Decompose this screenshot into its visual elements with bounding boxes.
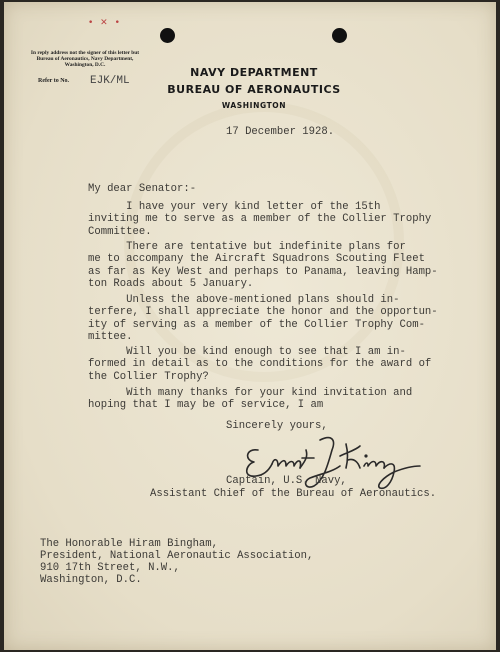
- letterhead-department: NAVY DEPARTMENT: [190, 66, 318, 79]
- corner-marks: • ✕ •: [88, 18, 122, 28]
- salutation: My dear Senator:-: [88, 183, 197, 195]
- punch-hole-right: [332, 28, 347, 43]
- paragraph-1: I have your very kind letter of the 15th inviting me to serve as a member of the Collier Trophy Committee.: [88, 201, 432, 238]
- letterhead-city: WASHINGTON: [221, 101, 287, 110]
- paragraph-5: With many thanks for your kind invitation and hoping that I may be of service, I am: [88, 387, 413, 412]
- punch-hole-left: [160, 28, 175, 43]
- address-note: In reply address not the signer of this letter but Bureau of Aeronautics, Navy Department, Washington, D.C.: [30, 50, 140, 69]
- signer-title-2: Assistant Chief of the Bureau of Aeronautics.: [150, 488, 437, 500]
- paragraph-3: Unless the above-mentioned plans should in- terfere, I shall appreciate the honor and the opportun- ity of serving as a member of the Collier Trophy Com- mittee.: [88, 294, 438, 344]
- paragraph-4: Will you be kind enough to see that I am in- formed in detail as to the conditions for the award of the Collier Trophy?: [88, 346, 432, 383]
- closing: Sincerely yours,: [226, 420, 328, 432]
- letterhead-bureau: BUREAU OF AERONAUTICS: [167, 83, 341, 96]
- letter-page: [4, 2, 496, 650]
- paragraph-2: There are tentative but indefinite plans for me to accompany the Aircraft Squadrons Scouting Fleet as far as Key West and perhaps to Panama, leaving Hamp- ton Roads about 5 January.: [88, 241, 438, 291]
- letter-date: 17 December 1928.: [226, 126, 335, 138]
- signer-title-1: Captain, U.S. Navy,: [226, 475, 347, 487]
- refer-value: EJK/ML: [90, 75, 130, 87]
- recipient-address: The Honorable Hiram Bingham, President, National Aeronautic Association, 910 17th Street, N.W., Washington, D.C.: [40, 538, 314, 586]
- refer-label: Refer to No.: [38, 78, 70, 84]
